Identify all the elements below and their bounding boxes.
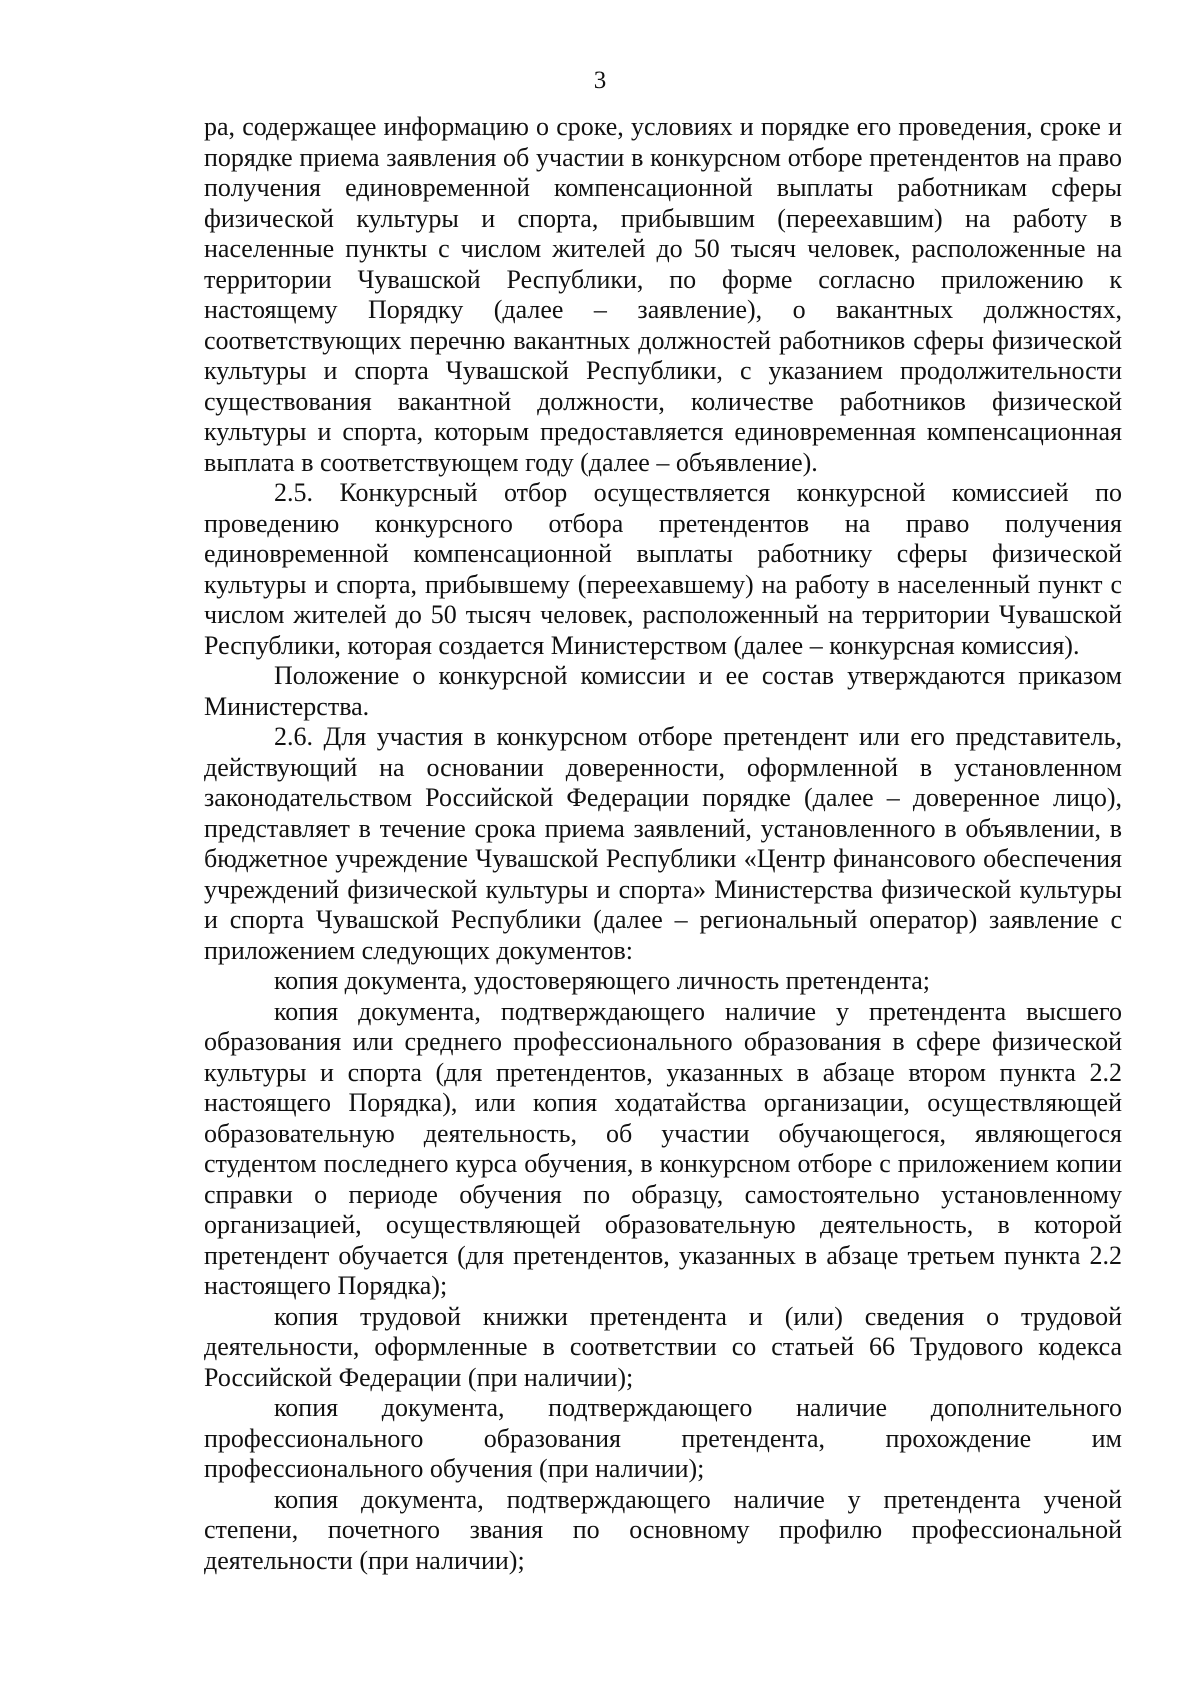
paragraph-6: копия документа, подтверждающего наличие у претендента высшего образования или среднего профессионального образования в сфере физической культуры и спорта (для претендентов, указанных в абзаце втором пункта 2.2 настоящего Порядка), или копия ходатайства организации, осуществляющей образовательную деятельность, об участии обучающегося, являющегося студентом последнего курса обучения, в конкурсном отборе с приложением копии справки о периоде обучения по образцу, самостоятельно установленному организацией, осуществляющей образовательную деятельность, в которой претендент обучается (для претендентов, указанных в абзаце третьем пункта 2.2 настоящего Порядка); [204,996,1122,1300]
paragraph-5: копия документа, удостоверяющего личность претендента; [274,966,930,995]
paragraph-4: 2.6. Для участия в конкурсном отборе претендент или его представитель, действующий на основании доверенности, оформленной в установленном законодательством Российской Федерации порядке (далее – доверенное лицо), представляет в течение срока приема заявлений, установленного в объявлении, в бюджетное учреждение Чувашской Республики «Центр финансового обеспечения учреждений физической культуры и спорта» Министерства физической культуры и спорта Чувашской Республики (далее – региональный оператор) заявление с приложением следующих документов: [204,722,1122,965]
paragraph-3: Положение о конкурсной комиссии и ее состав утверждаются приказом Министерства. [204,661,1122,721]
paragraph-7: копия трудовой книжки претендента и (или) сведения о трудовой деятельности, оформленные в соответствии со статьей 66 Трудового кодекса Российской Федерации (при наличии); [204,1301,1122,1392]
paragraph-2: 2.5. Конкурсный отбор осуществляется конкурсной комиссией по проведению конкурсного отбора претендентов на право получения единовременной компенсационной выплаты работнику сферы физической культуры и спорта, прибывшему (переехавшему) на работу в населенный пункт с числом жителей до 50 тысяч человек, расположенный на территории Чувашской Республики, которая создается Министерством (далее – конкурсная комиссия). [204,478,1122,660]
paragraph-1: ра, содержащее информацию о сроке, условиях и порядке его проведения, сроке и порядке приема заявления об участии в конкурсном отборе претендентов на право получения единовременной компенсационной выплаты работникам сферы физической культуры и спорта, прибывшим (переехавшим) на работу в населенные пункты с числом жителей до 50 тысяч человек, расположенные на территории Чувашской Республики, по форме согласно приложению к настоящему Порядку (далее – заявление), о вакантных должностях, соответствующих перечню вакантных должностей работников сферы физической культуры и спорта Чувашской Республики, с указанием продолжительности существования вакантной должности, количестве работников физической культуры и спорта, которым предоставляется единовременная компенсационная выплата в соответствующем году (далее – объявление). [204,112,1122,477]
paragraph-9: копия документа, подтверждающего наличие у претендента ученой степени, почетного звания по основному профилю профессиональной деятельности (при наличии); [204,1484,1122,1575]
document-body [204,112,1122,1576]
page-number: 3 [593,67,607,94]
paragraph-8: копия документа, подтверждающего наличие дополнительного профессионального образования претендента, прохождение им профессионального обучения (при наличии); [204,1393,1122,1483]
